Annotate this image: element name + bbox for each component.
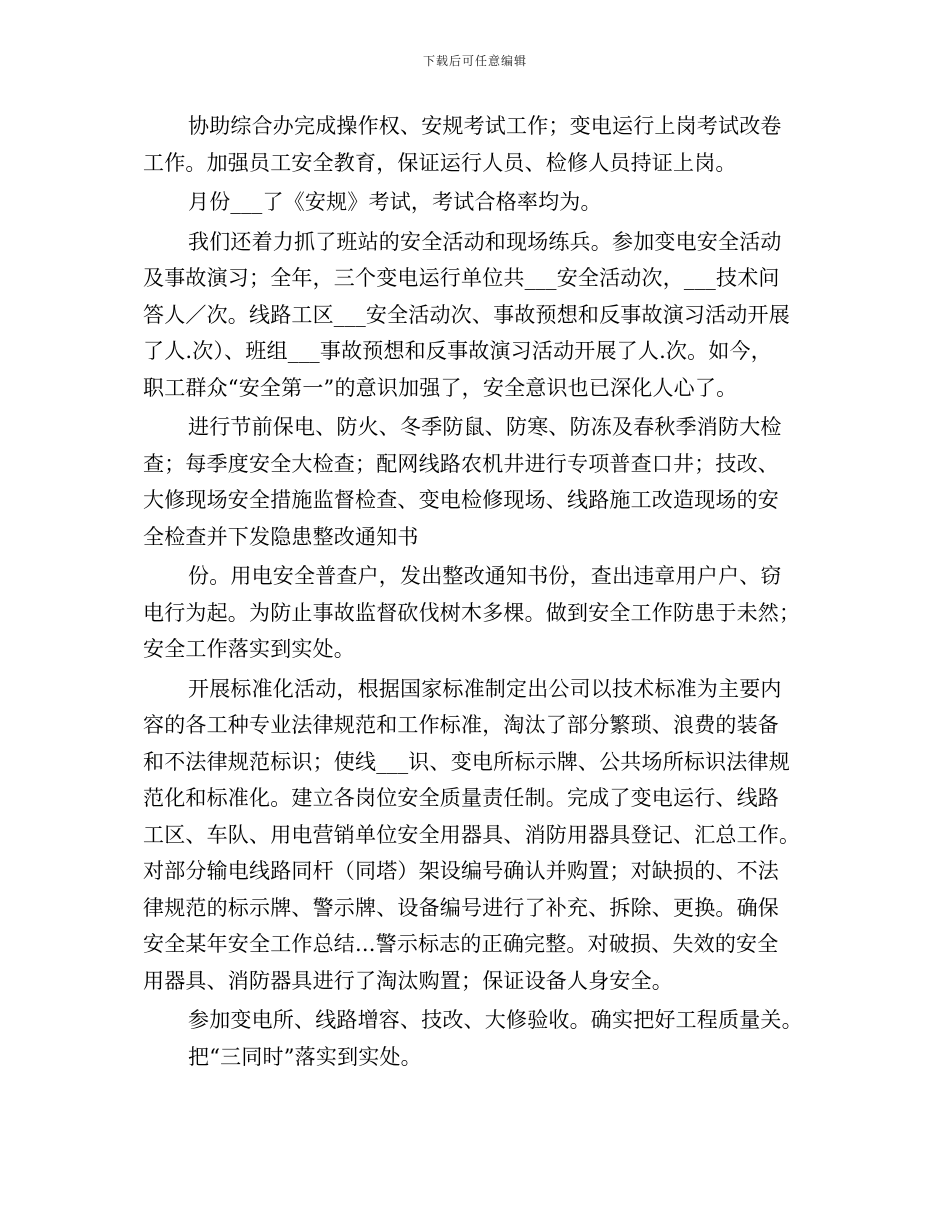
text-line: 容的各工种专业法律规范和工作标准，淘汰了部分繁琐、浪费的装备 — [143, 713, 779, 737]
paragraph — [143, 1039, 813, 1076]
paragraph — [143, 558, 813, 668]
text-line: 协助综合办完成操作权、安规考试工作；变电运行上岗考试改卷 — [188, 114, 782, 138]
paragraph — [143, 671, 813, 1000]
text-line: 月份___了《安规》考试，考试合格率均为。 — [188, 190, 602, 214]
page-header: 下载后可任意编辑 — [422, 54, 527, 68]
text-line: 工作。加强员工安全教育，保证运行人员、检修人员持证上岗。 — [143, 150, 737, 175]
paragraph — [143, 224, 813, 407]
text-line: 份。用电安全普查户，发出整改通知书份，查出违章用户户、窃 — [188, 564, 782, 588]
document-body — [143, 108, 813, 1075]
text-line: 及事故演习；全年，三个变电运行单位共___安全活动次，___技术问 — [143, 266, 780, 290]
paragraph — [143, 409, 813, 555]
text-line: 律规范的标示牌、警示牌、设备编号进行了补充、拆除、更换。确保 — [143, 895, 779, 920]
text-line: 参加变电所、线路增容、技改、大修验收。确实把好工程质量关。 — [188, 1008, 803, 1032]
text-line: 安全工作落实到实处。 — [143, 637, 355, 661]
text-line: 工区、车队、用电营销单位安全用器具、消防用器具登记、汇总工作。 — [143, 822, 801, 847]
text-line: 我们还着力抓了班站的安全活动和现场练兵。参加变电安全活动 — [188, 229, 782, 254]
text-line: 全检查并下发隐患整改通知书 — [143, 524, 419, 549]
text-line: 和不法律规范标识；使线___识、变电所标示牌、公共场所标识法律规 — [143, 749, 790, 774]
text-line: 范化和标准化。建立各岗位安全质量责任制。完成了变电运行、线路 — [143, 786, 779, 810]
text-line: 用器具、消防器具进行了淘汰购置；保证设备人身安全。 — [143, 968, 673, 993]
text-line: 把“三同时”落实到实处。 — [188, 1044, 422, 1069]
text-line: 进行节前保电、防火、冬季防鼠、防寒、防冻及春秋季消防大检 — [188, 415, 782, 439]
text-line: 电行为起。为防止事故监督砍伐树木多棵。做到安全工作防患于未然； — [143, 600, 801, 625]
text-line: 安全某年安全工作总结...警示标志的正确完整。对破损、失效的安全 — [143, 932, 779, 956]
text-line: 开展标准化活动，根据国家标准制定出公司以技术标准为主要内 — [188, 676, 782, 701]
text-line: 大修现场安全措施监督检查、变电检修现场、线路施工改造现场的安 — [143, 488, 779, 512]
paragraph — [143, 184, 813, 221]
text-line: 职工群众“安全第一”的意识加强了，安全意识也已深化人心了。 — [143, 375, 738, 400]
paragraph — [143, 1002, 813, 1039]
text-line: 对部分输电线路同杆（同塔）架设编号确认并购置；对缺损的、不法 — [143, 859, 779, 883]
paragraph — [143, 108, 813, 181]
text-line: 查；每季度安全大检查；配网线路农机井进行专项普查口井；技改、 — [143, 451, 779, 476]
text-line: 了人.次）、班组___事故预想和反事故演习活动开展了人.次。如今， — [143, 339, 772, 363]
text-line: 答人／次。线路工区___安全活动次、事故预想和反事故演习活动开展 — [143, 302, 790, 327]
